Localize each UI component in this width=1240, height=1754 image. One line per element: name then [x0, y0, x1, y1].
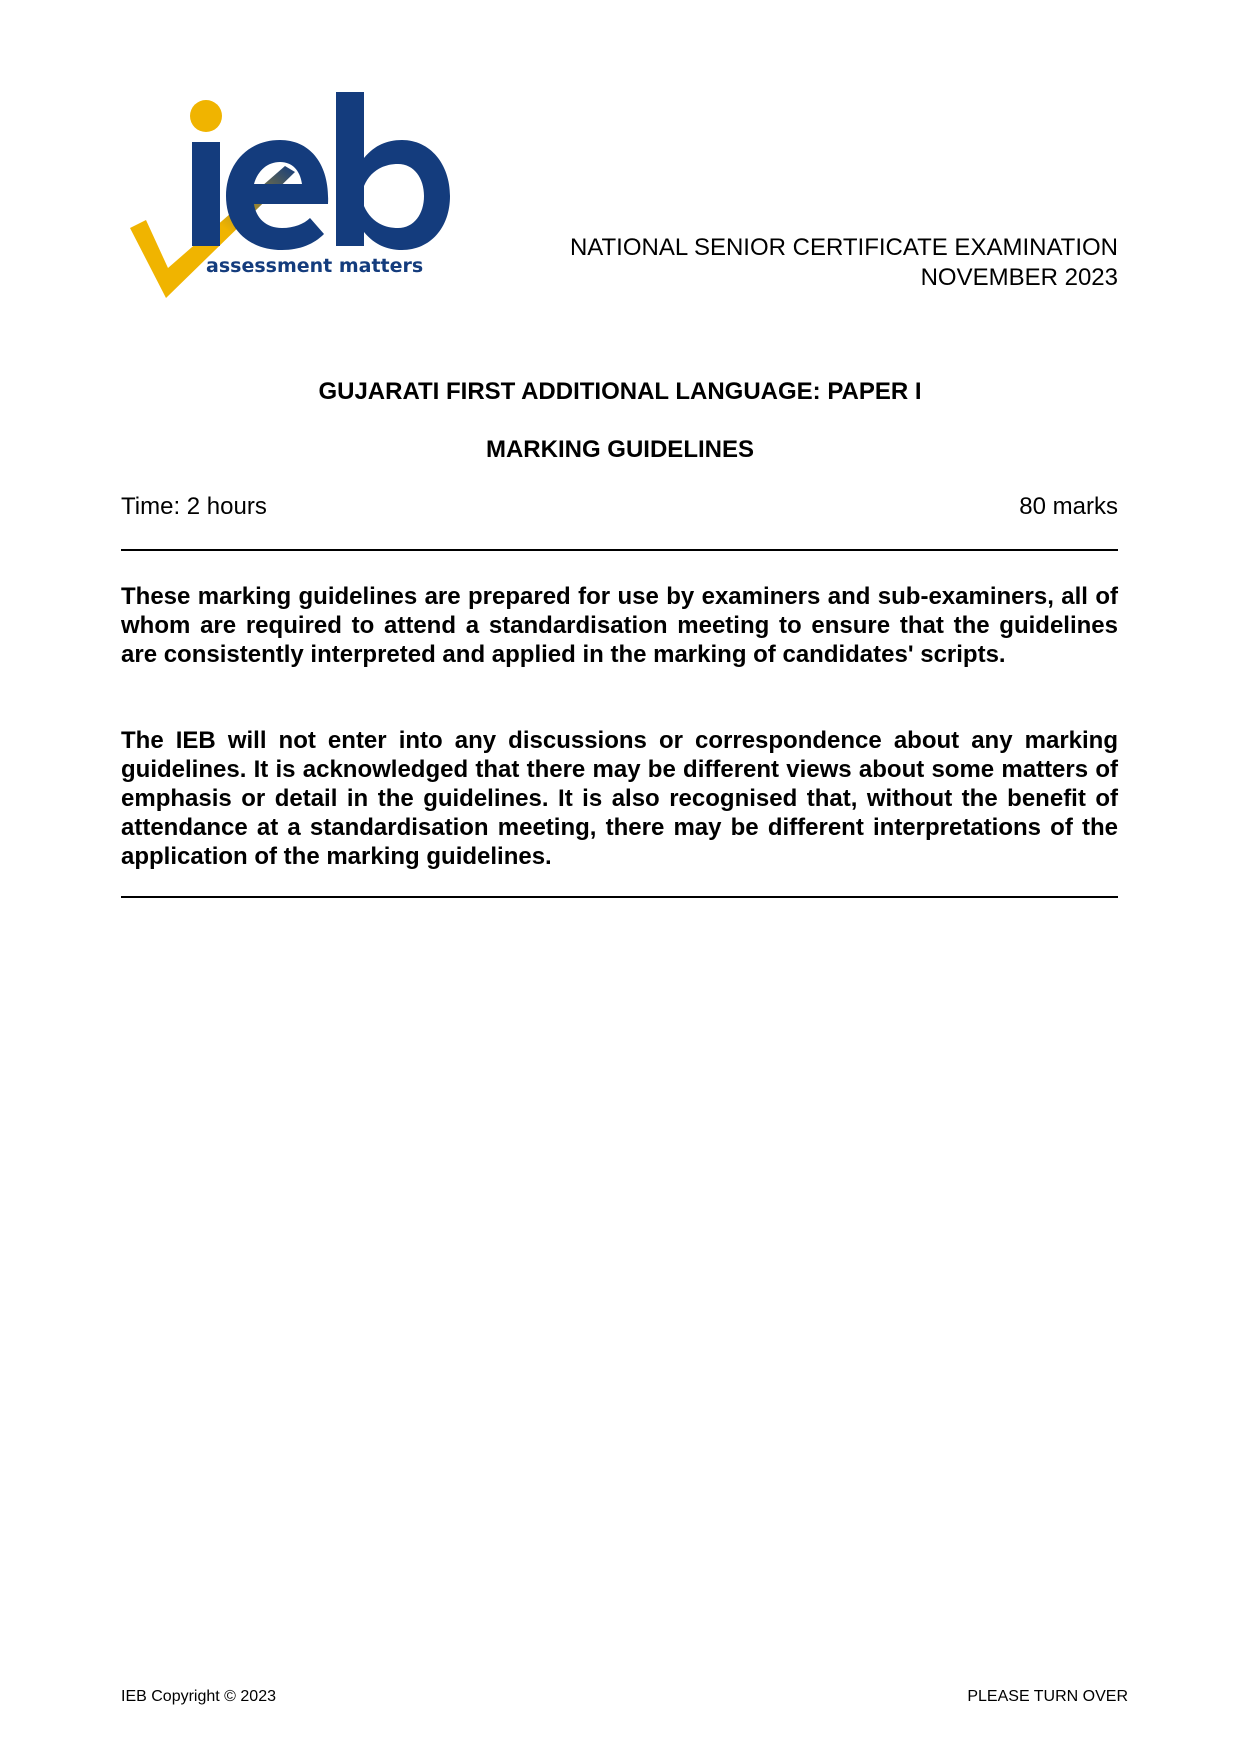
- divider-top: [121, 549, 1118, 551]
- time-marks-row: [121, 493, 1118, 521]
- i-dot-icon: [190, 100, 222, 132]
- exam-header: [570, 233, 1118, 293]
- exam-name: NATIONAL SENIOR CERTIFICATE EXAMINATION: [569, 234, 1118, 261]
- subject-title: GUJARATI FIRST ADDITIONAL LANGUAGE: PAPER I: [318, 378, 922, 405]
- disclaimer-paragraph: The IEB will not enter into any discussions or correspondence about any marking guidelines. It is acknowledged that there may be different views about some matters of emphasis or detail in the guidelines. It is also recognised that, without the benefit of attendance at a standardisation meeting, there may be different interpretations of the application of the marking guidelines.: [121, 727, 1118, 870]
- document-title: MARKING GUIDELINES: [485, 436, 754, 463]
- footer-copyright: IEB Copyright © 2023: [121, 1688, 276, 1705]
- logo-tagline: assessment matters: [206, 255, 424, 277]
- time-allowed: Time: 2 hours: [121, 493, 267, 520]
- exam-session: NOVEMBER 2023: [920, 264, 1118, 291]
- divider-bottom: [121, 896, 1118, 898]
- ieb-logo-graphic: [120, 88, 456, 324]
- ieb-logo: [120, 88, 456, 324]
- intro-paragraph: These marking guidelines are prepared for use by examiners and sub-examiners, all of whom are required to attend a standardisation meeting to ensure that the guidelines are consistently interpreted and applied in the marking of candidates' scripts.: [121, 583, 1118, 668]
- footer-turn-over: PLEASE TURN OVER: [967, 1688, 1128, 1705]
- total-marks: 80 marks: [1019, 493, 1118, 520]
